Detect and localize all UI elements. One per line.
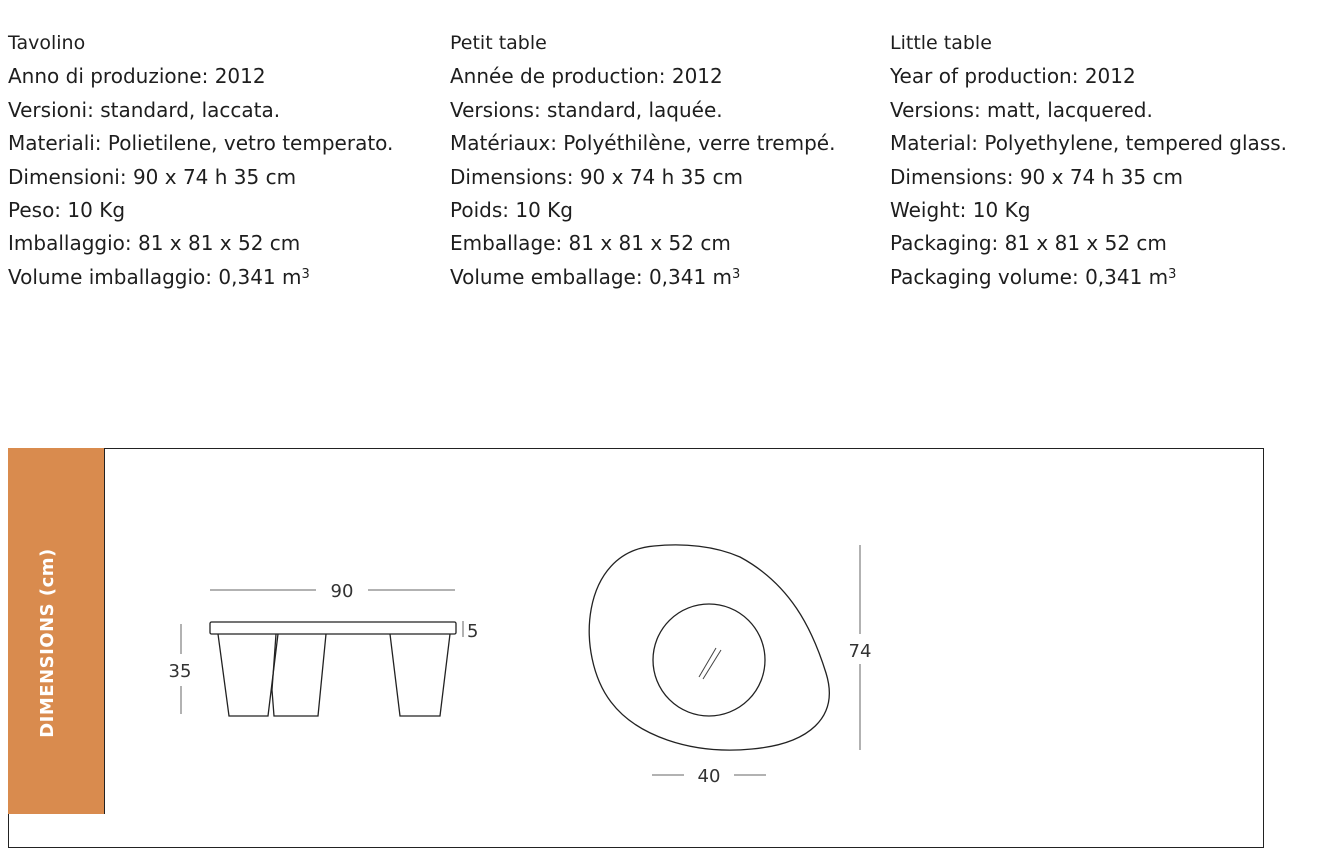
top-view-drawing: [589, 545, 829, 750]
spec-weight: Weight: 10 Kg: [890, 198, 1031, 223]
glass-diameter-label: 40: [697, 766, 721, 787]
spec-title: Tavolino: [8, 32, 86, 54]
spec-volume-exponent: 3: [1168, 266, 1177, 282]
spec-year: Année de production: 2012: [450, 64, 723, 89]
spec-versions: Versioni: standard, laccata.: [8, 97, 281, 122]
side-view-drawing: [210, 622, 456, 716]
top-view-dimension-lines: [652, 545, 860, 775]
spec-year: Year of production: 2012: [890, 64, 1136, 89]
table-leg-right: [390, 634, 450, 716]
spec-packaging: Packaging: 81 x 81 x 52 cm: [890, 231, 1167, 256]
spec-packaging: Emballage: 81 x 81 x 52 cm: [450, 231, 731, 256]
depth-label: 74: [848, 641, 872, 662]
spec-volume-exponent: 3: [301, 266, 310, 282]
spec-volume-text: Packaging volume: 0,341 m: [890, 264, 1169, 289]
spec-weight: Poids: 10 Kg: [450, 198, 573, 223]
dimensions-tab-label: DIMENSIONS (cm): [37, 548, 58, 738]
width-label: 90: [330, 581, 354, 602]
spec-volume-exponent: 3: [732, 266, 741, 282]
table-top-outline: [589, 545, 829, 750]
spec-volume-text: Volume emballage: 0,341 m: [450, 264, 733, 289]
spec-packaging: Imballaggio: 81 x 81 x 52 cm: [8, 231, 301, 256]
spec-versions: Versions: standard, laquée.: [450, 97, 723, 122]
spec-title: Petit table: [450, 32, 547, 54]
table-leg-left: [218, 634, 278, 716]
glass-reflection: [699, 648, 721, 679]
spec-materials: Materiali: Polietilene, vetro temperato.: [8, 131, 394, 156]
spec-materials: Material: Polyethylene, tempered glass.: [890, 131, 1288, 156]
spec-weight: Peso: 10 Kg: [8, 198, 126, 223]
spec-year: Anno di produzione: 2012: [8, 64, 266, 89]
spec-versions: Versions: matt, lacquered.: [890, 97, 1153, 122]
table-top-slab: [210, 622, 456, 634]
top-thickness-label: 5: [467, 621, 479, 642]
spec-dimensions: Dimensioni: 90 x 74 h 35 cm: [8, 164, 297, 189]
spec-title: Little table: [890, 32, 992, 54]
table-leg-middle: [272, 634, 326, 716]
height-label: 35: [168, 661, 192, 682]
spec-volume-text: Volume imballaggio: 0,341 m: [8, 264, 302, 289]
spec-dimensions: Dimensions: 90 x 74 h 35 cm: [450, 164, 743, 189]
spec-materials: Matériaux: Polyéthilène, verre trempé.: [450, 131, 836, 156]
side-view-dimension-lines: [181, 590, 463, 714]
spec-dimensions: Dimensions: 90 x 74 h 35 cm: [890, 164, 1183, 189]
